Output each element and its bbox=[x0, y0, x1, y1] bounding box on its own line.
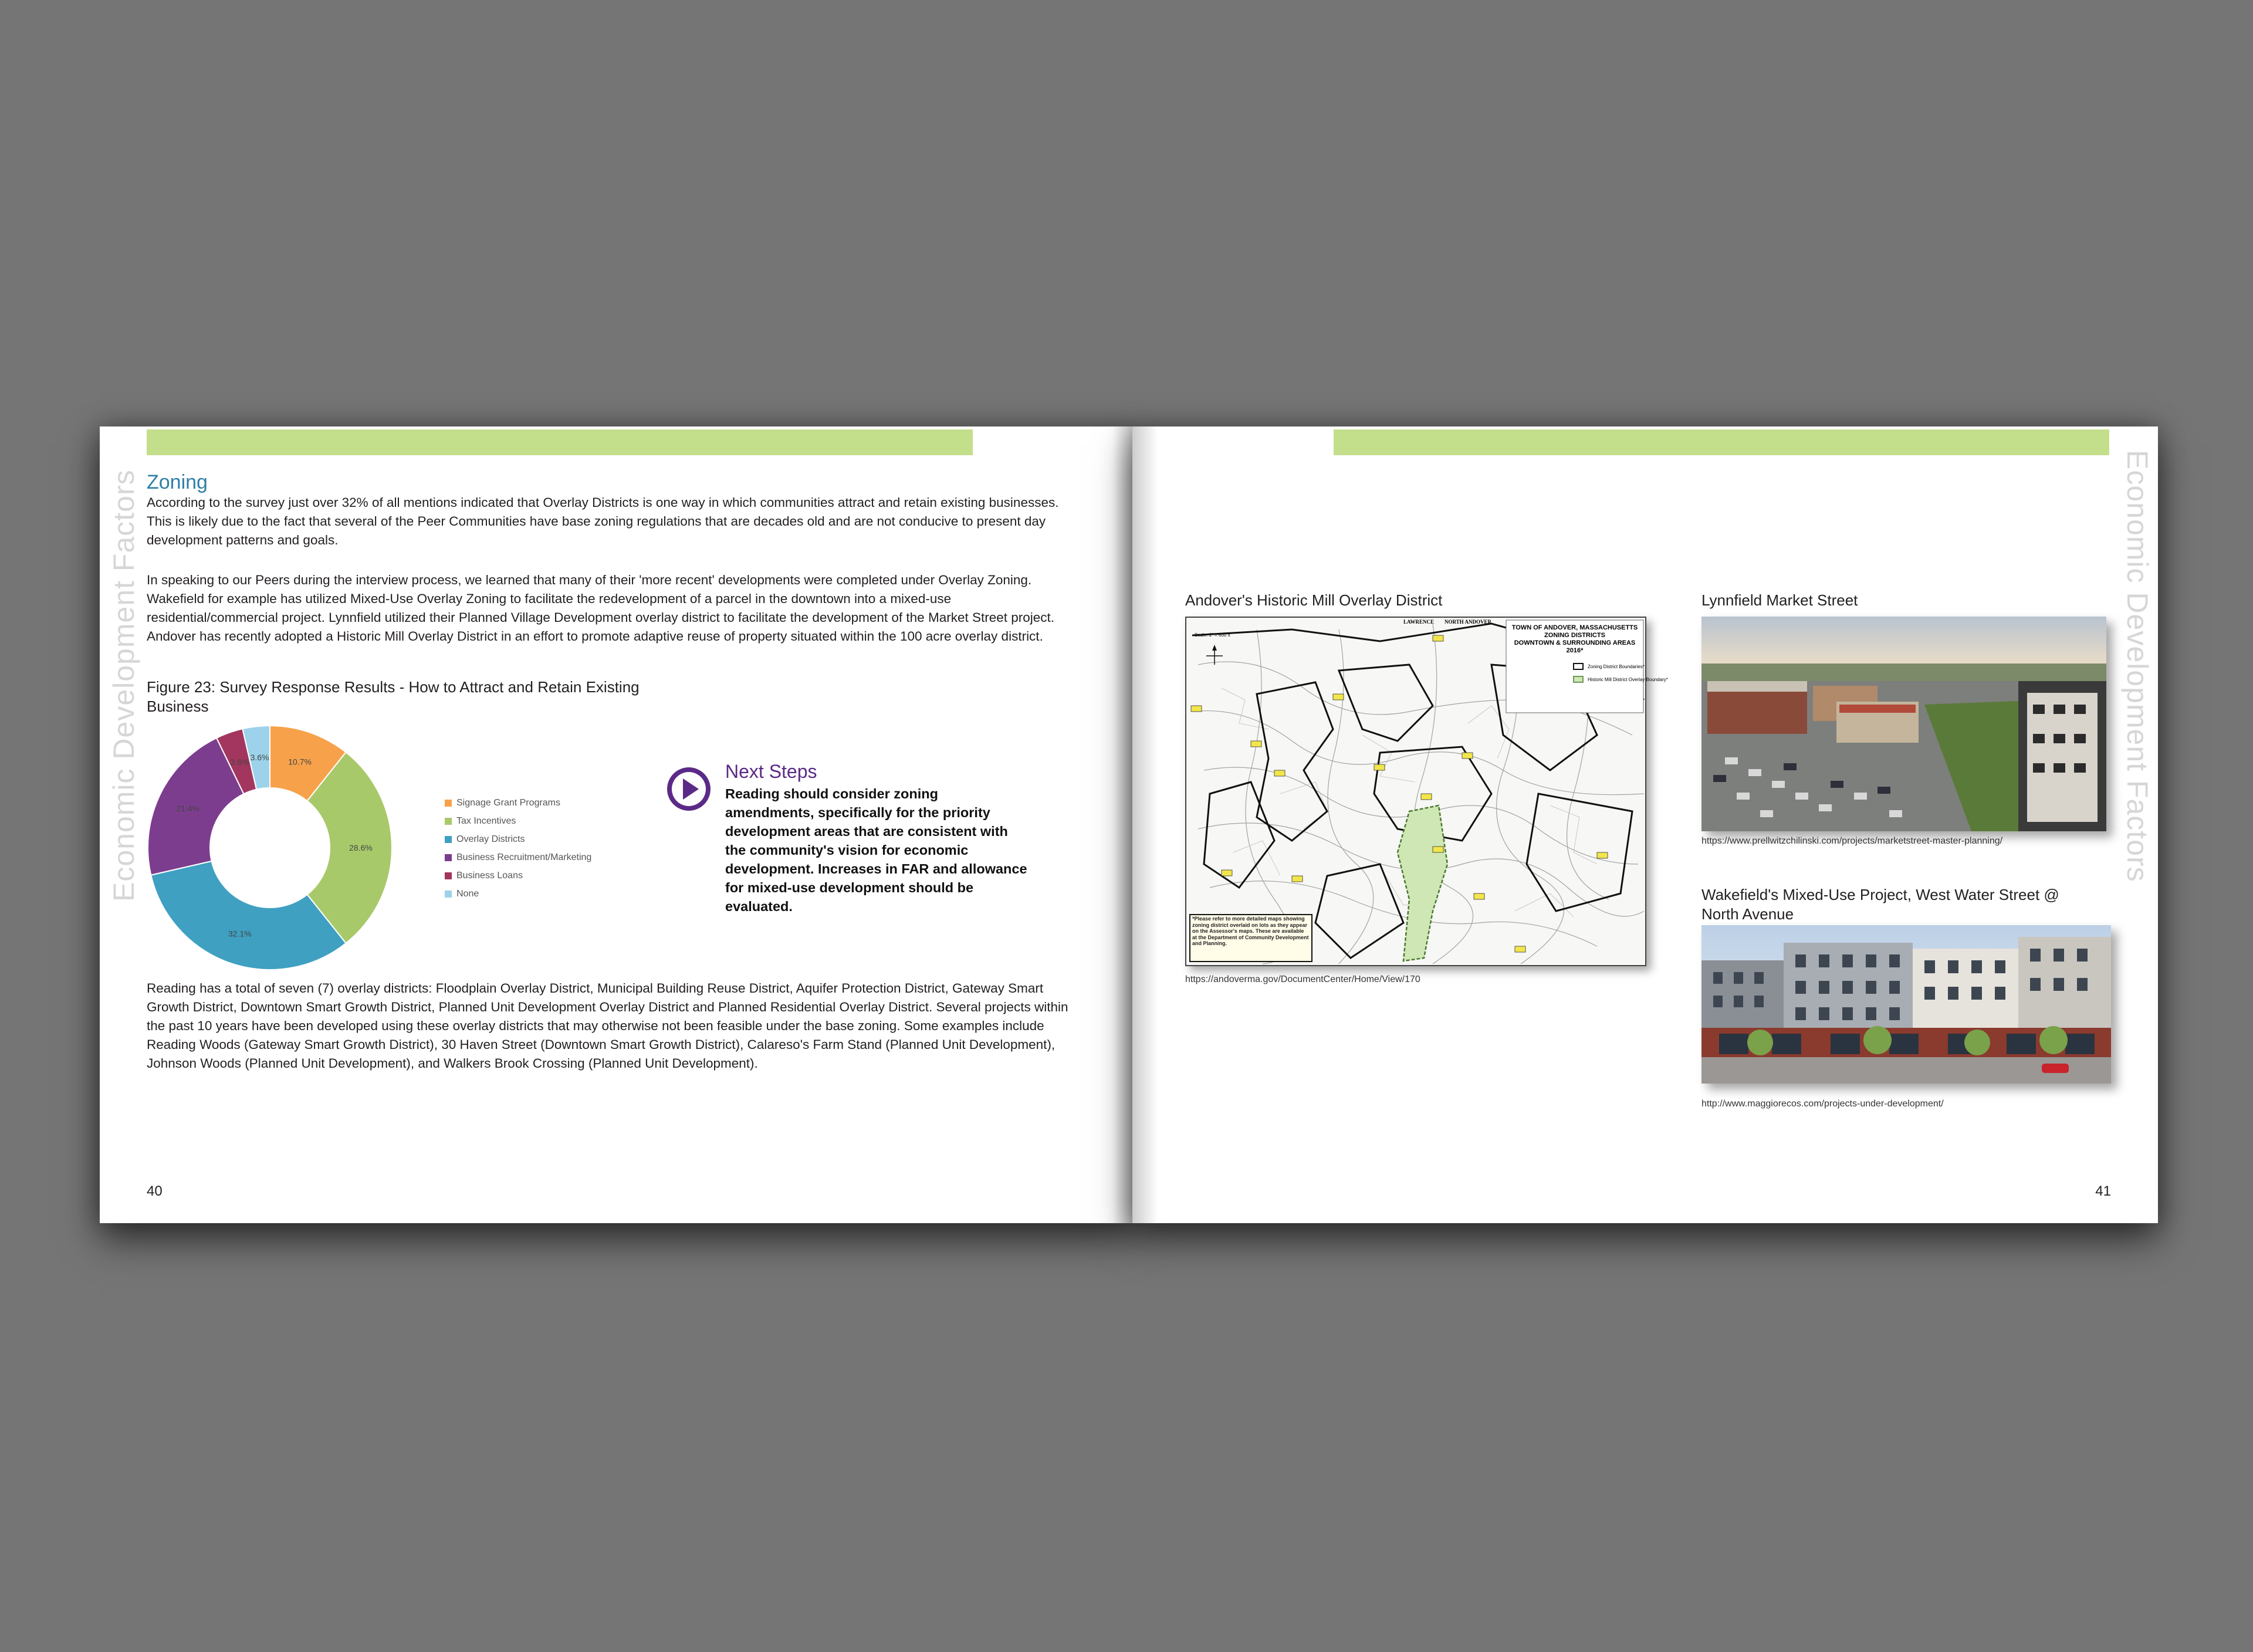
building-rendering-image bbox=[1701, 925, 2111, 1084]
wakefield-mixed-use-rendering bbox=[1701, 925, 2111, 1084]
header-accent-bar bbox=[147, 429, 973, 455]
gutter-shadow bbox=[1112, 426, 1132, 1223]
map-title-line: ZONING DISTRICTS bbox=[1544, 632, 1605, 639]
section-heading: Zoning bbox=[147, 471, 208, 493]
legend-swatch bbox=[445, 800, 452, 807]
donut-data-label: 3.6% bbox=[250, 752, 269, 762]
next-arrow-icon bbox=[667, 767, 711, 811]
legend-item bbox=[445, 848, 591, 866]
legend-item bbox=[445, 866, 591, 885]
donut-chart bbox=[147, 725, 393, 971]
legend-item bbox=[445, 794, 591, 812]
donut-data-label: 21.4% bbox=[176, 804, 200, 814]
lynnfield-market-street-photo bbox=[1701, 617, 2106, 831]
map-source-url: https://andoverma.gov/DocumentCenter/Home/View/170 bbox=[1185, 974, 1420, 984]
page-number: 40 bbox=[147, 1183, 163, 1199]
donut-slice-overlay-districts bbox=[151, 861, 346, 970]
map-place-label: LAWRENCE bbox=[1403, 619, 1435, 625]
donut-data-label: 32.1% bbox=[228, 929, 252, 939]
legend-swatch bbox=[445, 836, 452, 843]
page-number: 41 bbox=[2095, 1183, 2111, 1199]
map-legend-zoning: Zoning District Boundaries* bbox=[1588, 664, 1645, 669]
photo2-caption: Wakefield's Mixed-Use Project, West Water Street @ North Avenue bbox=[1701, 886, 2059, 923]
body-paragraph-3: Reading has a total of seven (7) overlay districts: Floodplain Overlay District, Municipal Building Reuse District, Aquifer Protection District, Gateway Smart Growth District, Downtown Smart Growth District, Planned Unit Development Overlay District and Planned Residential Overlay District. Several projects within the past 10 years have been developed using these overlay districts that may otherwise not been feasible under the base zoning. Some examples include Reading Woods (Gateway Smart Growth District), 30 Haven Street (Downtown Smart Growth District), Calareso's Farm Stand (Planned Unit Development), Johnson Woods (Planned Unit Development), and Walkers Brook Crossing (Planned Unit Development). bbox=[147, 981, 1068, 1071]
legend-item bbox=[445, 885, 591, 903]
figure-caption: Figure 23: Survey Response Results - How to Attract and Retain Existing Business bbox=[147, 678, 640, 715]
map-place-label: NORTH ANDOVER bbox=[1445, 619, 1491, 625]
header-accent-bar bbox=[1334, 429, 2109, 455]
map-title-line: TOWN OF ANDOVER, MASSACHUSETTS bbox=[1511, 624, 1638, 631]
map-title-line: DOWNTOWN & SURROUNDING AREAS bbox=[1514, 639, 1636, 646]
left-page bbox=[100, 426, 1132, 1223]
legend-swatch bbox=[445, 872, 452, 879]
zoning-map-image bbox=[1186, 618, 1668, 965]
side-section-label: Economic Development Factors bbox=[2121, 450, 2154, 882]
right-page bbox=[1132, 426, 2158, 1223]
legend-label: Business Loans bbox=[456, 870, 523, 881]
legend-label: Overlay Districts bbox=[456, 834, 525, 844]
photo2-source-url: http://www.maggiorecos.com/projects-under-development/ bbox=[1701, 1099, 1944, 1109]
legend-swatch bbox=[445, 818, 452, 825]
legend-label: Signage Grant Programs bbox=[456, 797, 560, 808]
map-caption: Andover's Historic Mill Overlay District bbox=[1185, 591, 1443, 609]
next-steps-title: Next Steps bbox=[725, 761, 817, 782]
side-section-label: Economic Development Factors bbox=[107, 469, 140, 902]
body-paragraph-2: In speaking to our Peers during the interview process, we learned that many of their 'more recent' developments were completed under Overlay Zoning. Wakefield for example has utilized Mixed-Use Overlay Zoning to facilitate the redevelopment of a parcel in the downtown into a mixed-use residential/commercial project. Lynnfield utilized their Planned Village Development overlay district to facilitate the development of the Market Street project. Andover has recently adopted a Historic Mill Overlay District in an effort to promote adaptive reuse of property situated within the 100 acre overlay district. bbox=[147, 573, 1055, 644]
donut-data-label: 10.7% bbox=[288, 757, 312, 767]
chart-legend bbox=[445, 794, 591, 903]
aerial-photo-image bbox=[1701, 617, 2106, 831]
map-legend-mill: Historic Mill District Overlay Boundary* bbox=[1588, 677, 1668, 682]
legend-label: Business Recruitment/Marketing bbox=[456, 852, 592, 862]
photo1-source-url: https://www.prellwitzchilinski.com/projects/marketstreet-master-planning/ bbox=[1701, 836, 2003, 846]
map-title-line: 2016* bbox=[1566, 647, 1584, 654]
legend-item bbox=[445, 812, 591, 830]
photo1-caption: Lynnfield Market Street bbox=[1701, 591, 1858, 609]
map-note: *Please refer to more detailed maps showing zoning district overlaid on lots as they appear on the Assessor's maps. These are available at the Department of Community Development and Planning. bbox=[1192, 916, 1309, 946]
zoning-map bbox=[1185, 617, 1668, 966]
gutter-shadow bbox=[1132, 426, 1158, 1223]
body-paragraph-1: According to the survey just over 32% of all mentions indicated that Overlay Districts is one way in which communities attract and retain existing businesses. This is likely due to the fact that several of the Peer Communities have base zoning regulations that are decades old and are not conducive to present day development patterns and goals. bbox=[147, 495, 1059, 547]
next-steps-text: Reading should consider zoning amendments, specifically for the priority development areas that are consistent with the community's vision for economic development. Increases in FAR and allowance for mixed-use development should be evaluated. bbox=[725, 786, 1027, 914]
legend-label: None bbox=[456, 888, 479, 899]
map-scale-text: Scale: 1" = 600 ft bbox=[1195, 632, 1230, 638]
legend-swatch bbox=[445, 891, 452, 898]
donut-data-label: 3.6% bbox=[230, 757, 249, 767]
donut-data-label: 28.6% bbox=[349, 843, 373, 852]
legend-item bbox=[445, 830, 591, 848]
legend-swatch bbox=[445, 854, 452, 861]
legend-label: Tax Incentives bbox=[456, 815, 516, 826]
